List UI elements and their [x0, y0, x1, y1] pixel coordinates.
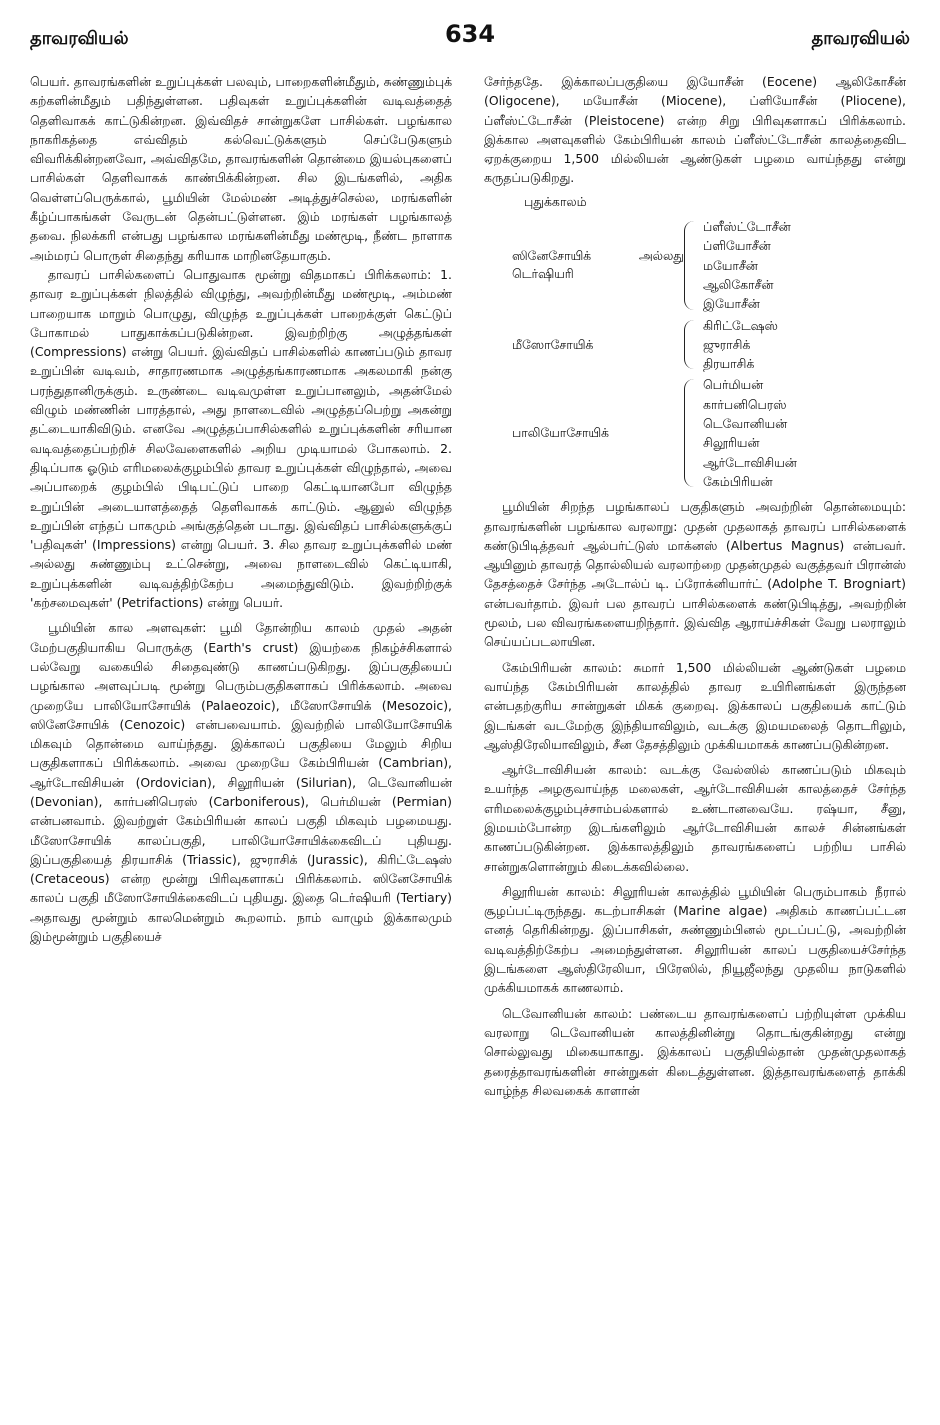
geologic-era-table — [484, 192, 906, 491]
era-period: சிலூரியன் — [703, 435, 760, 451]
era-period: இயோசீன் — [703, 296, 760, 312]
brace — [684, 221, 695, 309]
era-period: ப்ளீஸ்ட்டோசீன் — [703, 219, 791, 235]
era-groups — [512, 217, 906, 491]
running-head-right: தாவரவியல் — [811, 28, 910, 49]
paragraph: தாவரப் பாசில்களைப் பொதுவாக மூன்று விதமாகப் பிரிக்கலாம்: 1. தாவர உறுப்புக்கள் நிலத்தில் விழுந்து, அவற்றின்மீது மண்மூடி, அம்மண் பாறையாக மாறும் பொழுது, விழுந்த உறுப்புக்கள் பாறைக்குள் கெட்டுப் போகாமல் பாதுகாக்கப்படுகின்றன. இவற்றிற்கு அழுத்தங்கள் (Compressions) என்று பெயர். இவ்விதப் பாசில்களில் காணப்படும் தாவர உறுப்பின் வடிவம், சாதாரணமாக அழுத்தங்காரணமாக அகலமாகி நன்கு பரந்துதானிருக்கும். உருண்டை வடிவமுள்ள உறுப்பானலும், அதன்மேல் விழும் மண்ணின் பாரத்தால், அது நாளடைவில் அழுத்தப்பெற்று அகன்று தட்டையாகிவிடும். எனவே அழுத்தப்பாசில்களில் உறுப்புக்களின் சரியான வடிவத்தைப்பற்றிச் சிலவேளைகளில் அறிய முடியாமல் போகலாம். 2. திடிப்பாக ஓடும் எரிமலைக்குழம்பில் தாவர உறுப்புக்கள் விழுந்தால், அவை அப்பாறைக் குழம்பில் பிடிபட்டுப் பாறை கெட்டியானபோ விழுந்த உறுப்பின் அடையாளத்தைத் தெளிவாகக் காட்டும். ஆனுல் விழுந்த உறுப்பின் எந்தப் பாகமும் அங்குத்தென் படாது. இவ்விதப் பாசில்களுக்குப் 'பதிவுகள்' (Impressions) என்று பெயர். 3. சில தாவர உறுப்புக்களில் மண் அல்லது சுண்ணும்பு உட்சென்று, அவை நாளடைவில் கெட்டியாகி, உறுப்புக்களின் வடிவத்திற்கேற்ப அமைந்துவிடும். இவற்றிற்குக் 'கற்சமைவுகள்' (Petrifactions) என்று பெயர். — [30, 266, 452, 611]
era-period: கேம்பிரியன் — [703, 473, 773, 489]
paragraph: சேர்ந்ததே. இக்காலப்பகுதியை இயோசீன் (Eocene) ஆலிகோசீன் (Oligocene), மயோசீன் (Miocene), ப்ளியோசீன் (Pliocene), ப்ளீஸ்ட்டோசீன் (Pleistocene) என்ற சிறு பிரிவுகளாகப் பிரிக்கலாம். இக்கால அளவுகளில் கேம்பிரியன் காலம் ப்ளீஸ்ட்டோசீன் காலத்தைவிட ஏறக்குறைய 1,500 மில்லியன் ஆண்டுகள் பழமை வாய்ந்தது என்று கருதப்படுகிறது. — [484, 74, 906, 186]
era-period-list — [703, 316, 778, 374]
page-number: 634 — [444, 20, 496, 48]
era-label: மீஸோசோயிக் — [512, 336, 594, 352]
era-period-list — [703, 375, 797, 491]
era-period: ஆர்டோவிசியன் — [703, 454, 797, 470]
era-label: பாலியோசோயிக் — [512, 425, 609, 441]
paragraph: கேம்பிரியன் காலம்: சுமார் 1,500 மில்லியன் ஆண்டுகள் பழமை வாய்ந்த கேம்பிரியன் காலத்தில் தாவர உயிரினங்கள் இருந்தன என்பதற்குரிய சான்றுகள் மிகக் குறைவு. இக்காலப் பகுதியைக் காட்டும் இடங்கள் வடமேற்கு இந்தியாவிலும், வடக்கு இமயமலைத் தொடரிலும், ஆஸ்திரேலியாவிலும், சீன தேசத்திலும் முக்கியமாகக் காணப்படுகின்றன. — [484, 659, 906, 752]
brace — [684, 379, 695, 487]
era-period: டெவோனியன் — [703, 416, 788, 432]
era-group-mesozoic — [512, 316, 906, 374]
paragraph: பூமியின் சிறந்த பழங்காலப் பகுதிகளும் அவற்றின் தொன்மையும்: தாவரங்களின் பழங்கால வரலாறு: முதன் முதலாகத் தாவரப் பாசில்களைக் கண்டுபிடித்தவர் ஆல்பர்ட்டுஸ் மாக்னஸ் (Albertus Magnus) என்பவர். ஆயினும் தாவரத் தொல்லியல் வரலாற்றை முதன்முதல் வகுத்தவர் பிரான்ஸ் தேசத்தைச் சேர்ந்த அடோல்ப் டி. ப்ரோக்னியார்ட் (Adolphe T. Brogniart) என்பவர்தாம். இவர் பல தாவரப் பாசில்களைக் கண்டுபிடித்து, அவற்றின் மூலம், பல விவரங்களையறிந்தார். இவ்வித ஆராய்ச்சிகள் வேறு பலராலும் செய்யப்படலாயின. — [484, 499, 906, 650]
era-label: ஸினேசோயிக் அல்லது டெர்ஷியரி — [512, 248, 684, 282]
running-head-left: தாவரவியல் — [30, 28, 129, 49]
paragraph: சிலூரியன் காலம்: சிலூரியன் காலத்தில் பூமியின் பெரும்பாகம் நீரால் சூழப்பட்டிருந்தது. கடற்பாசிகள் (Marine algae) அதிகம் காணப்பட்டன எனத் தெரிகின்றது. இப்பாசிகள், சுண்ணும்பினல் மூடப்பட்டு, அவற்றின் வடிவத்திற்கேற்ப அமைந்துள்ளன. சிலூரியன் காலப் பகுதியைச்சேர்ந்த இடங்களை ஆஸ்திரேலியா, பிரேஸில், நியூஜீலந்து முதலிய நாடுகளில் முக்கியமாகக் காணலாம். — [484, 883, 906, 996]
paragraph: டெவோனியன் காலம்: பண்டைய தாவரங்களைப் பற்றியுள்ள முக்கிய வரலாறு டெவோனியன் காலத்தினின்று தொடங்குகின்றது என்று சொல்லுவது மிகையாகாது. இக்காலப் பகுதியில்தான் முதன்முதலாகத் தரைத்தாவரங்களின் சான்றுகள் கிடைத்துள்ளன. இத்தாவரங்களைத் தாக்கி வாழ்ந்த சிலவகைக் காளான் — [484, 1005, 906, 1098]
era-period: கார்பனிபெரஸ் — [703, 396, 787, 412]
right-column — [484, 72, 906, 1412]
era-period: ஆலிகோசீன் — [703, 276, 774, 292]
era-period: மயோசீன் — [703, 257, 758, 273]
era-period-list — [703, 217, 791, 313]
paragraph: பூமியின் கால அளவுகள்: பூமி தோன்றிய காலம் முதல் அதன் மேற்பகுதியாகிய பொருக்கு (Earth's crust) இயற்கை நிகழ்ச்சிகளால் பல்வேறு வகையில் சிதைவுண்டு காணப்படுகிறது. இப்பகுதியைப் பழங்கால அளவுப்படி மூன்று பெரும்பகுதிகளாகப் பிரிக்கலாம். அவை முறையே பாலியோசோயிக் (Palaeozoic), மீஸோசோயிக் (Mesozoic), ஸினேசோயிக் (Cenozoic) என்பவையாம். இவற்றில் பாலியோசோயிக் மிகவும் தொன்மை வாய்ந்தது. இக்காலப் பகுதியை மேலும் சிறிய பகுதிகளாகப் பிரிக்கலாம். அவை முறையே கேம்பிரியன் (Cambrian), ஆர்டோவிசியன் (Ordovician), சிலூரியன் (Silurian), டெவோனியன் (Devonian), கார்பனிபெரஸ் (Carboniferous), பெர்மியன் (Permian) என்பனவாம். இவற்றுள் கேம்பிரியன் காலப் பகுதி மிகவும் பழமையது. மீஸோசோயிக் காலப்பகுதி, பாலியோசோயிக்கைவிடப் புதியது. இப்பகுதியைத் திரயாசிக் (Triassic), ஜுராசிக் (Jurassic), கிரிட்டேஷஸ் (Cretaceous) என்ற மூன்று பிரிவுகளாகப் பிரிக்கலாம். ஸினேசோயிக் காலப் பகுதி மீஸோசோயிக்கைவிடப் புதியது. இதை டெர்ஷியரி (Tertiary) அதாவது மூன்றும் காலமென்றும் கூறலாம். நாம் வாழும் இக்காலமும் இம்மூன்றும் பகுதியைச் — [30, 620, 452, 945]
era-period: பெர்மியன் — [703, 377, 764, 393]
era-period: ஜுராசிக் — [703, 336, 751, 352]
paragraph: பெயர். தாவரங்களின் உறுப்புக்கள் பலவும், பாறைகளின்மீதும், சுண்ணும்புக் கற்களின்மீதும் பதிந்துள்ளன. பதிவுகள் உறுப்புக்களின் வடிவத்தைத் தெளிவாகக் காட்டுகின்றன. இவ்விதச் சான்றுகளே பாசில்கள். பழங்கால நாகரிகத்தை எவ்விதம் கல்வெட்டுக்களும் செப்பேடுகளும் விவரிக்கின்றனவோ, அவ்விதமே, தாவரங்களின் தொன்மை இயல்புகளைப் பாசில்கள் தெளிவாகக் காண்பிக்கின்றன. சில இடங்களில், அதிக வெள்ளப்பெருக்கால், பூமியின் மேல்மண் அடித்துச்செல்ல, மரங்களின் கீழ்ப்பாகங்கள் வேருடன் தென்பட்டுள்ளன. இம் மரங்கள் பழங்காலத் தவை. நிலக்கரி என்பது பழங்கால மரங்களின்மீது மண்மூடி, நீண்ட நாளாக அம்மரப் பொருள் சிதைந்து கரியாக மாறினதேயாகும். — [30, 74, 452, 263]
brace — [684, 320, 695, 370]
era-group-cenozoic — [512, 217, 906, 313]
era-table-title: புதுக்காலம் — [524, 193, 587, 209]
era-period: ப்ளியோசீன் — [703, 238, 771, 254]
page-header — [30, 20, 910, 64]
left-column — [30, 72, 452, 1412]
era-group-palaeozoic — [512, 375, 906, 491]
era-period: திரயாசிக் — [703, 356, 755, 372]
paragraph: ஆர்டோவிசியன் காலம்: வடக்கு வேல்ஸில் காணப்படும் மிகவும் உயர்ந்த அழகுவாய்ந்த மலைகள், ஆர்டோவிசியன் காலத்தைச் சேர்ந்த எரிமலைக்குழம்புச்சாம்பல்களால் உண்டானவையே. ரஷ்யா, சீனு, இமயம்போன்ற இடங்களிலும் ஆர்டோவிசியன் காலச் சின்னங்கள் காணப்படுகின்றன. இக்காலத்திலும் தாவரங்களைப் பற்றிய பாசில் சான்றுகளொன்றும் கிடைக்கவில்லை. — [484, 762, 906, 874]
era-period: கிரிட்டேஷஸ் — [703, 317, 778, 333]
